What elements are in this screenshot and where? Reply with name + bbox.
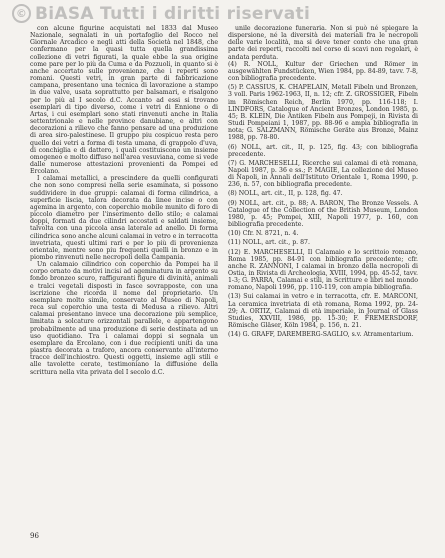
footnote-8: (8) NOLL, art. cit., II, p. 128, fig. 47. xyxy=(228,190,343,198)
footnote-9: (9) NOLL, art. cit., p. 88; A. BARON, The Bronze Vessels. A Catalogue of the Collection of the British Museum, London 1980, p. 45; Pompei, XIII, Napoli 1977, p. 160, con bibliografia precedente. xyxy=(228,199,418,229)
footnote-4: (4) R. NOLL, Kultur der Griechen und Römer in ausgewählten Fundstücken, Wien 1984, pp. 84-89, tavv. 7-8, con bibliografia precedente. xyxy=(228,60,418,83)
copyright-icon: © xyxy=(12,4,31,23)
footnote-14: (14) G. GRAFF, DAREMBERG-SAGLIO, s.v. Atramentarium. xyxy=(228,331,414,339)
footnote-5: (5) P. CASSIUS, K. CHAPELAIN, Metall Fibeln und Bronzen, 3 voll. Paris 1962-1963, II, n. 12; cfr. Z. GROSSIGER, Fibeln im Römischen Reich, Berlin 1970, pp. 116-118; I. LINDFORS, Catalogue of Ancient Bronzes, London 1985, p. 45; B. KLEIN, Die Antiken Fibeln aus Pompeji, in Rivista di Studi Pompeiani 1, 1987, pp. 88-96 e ampia bibliografia in nota; G. SALZMANN, Römische Geräte aus Bronze, Mainz 1988, pp. 78-80. xyxy=(228,84,418,142)
watermark-text: BiASA Tutti i diritti riservati xyxy=(35,4,311,24)
left-paragraph-2: I calamai metallici, a prescindere da quelli configurati che non sono compresi nella serie esaminata, si possono suddividere in due gruppi: calamai di forma cilindrica, a superficie liscia, talora decorata da linee incise o con agemina in argento, con coperchio mobile munito di foro di piccolo diametro per l'inserimento dello stilo; e calamai doppi, formati da due cilindri accostati e saldati insieme, talvolta con una piccola ansa laterale ad anello. Di forma cilindrica sono anche alcuni calamai in vetro e in terracotta invetriata, questi ultimi rari e per lo più di provenienza orientale, mentre sono piu frequenti quelli in bronzo e in piombo rinvenuti nelle necropoli della Campania. xyxy=(30,175,218,261)
footnote-13: (13) Sui calamai in vetro e in terracotta, cfr. E. MARCONI, La ceramica invetriata di età romana, Roma 1992, pp. 24-29; A. ORTIZ, Calamai di età imperiale, in Journal of Glass Studies, XXVIII, 1986, pp. 15-30; F. FREMERSDORF, Römische Gläser, Köln 1984, p. 156, n. 21. xyxy=(228,293,418,330)
page-number: 96 xyxy=(30,532,39,540)
footnote-7: (7) G. MARCHESELLI, Ricerche sui calamai di età romana, Napoli 1987, p. 36 e ss.; P. MAGIE, La collezione del Museo di Napoli, in Annali dell'Istituto Orientale 1, Roma 1990, p. 236, n. 57, con bibliografia precedente. xyxy=(228,159,418,189)
left-paragraph-1: con alcune figurine acquistati nel 1833 dal Museo Nazionale, segnalati in un portafoglio del Rocco nel Giornale Arcadico e negli atti della Società nel 1848, che confermano per la quasi tutta quella grandissima collezione di vetri figurati, la quale ebbe la sua origine come pare per lo più da Cuma e da Pozzuoli, in quanto si è anche accertato sulle provenienze, che i reperti sono romani. Questi vetri, in gran parte di fabbricazione campana, presentano una tecnica di lavorazione a stampo in due valve, usata soprattutto per balsamari, e risalgono per lo più al I secolo d.C. Accanto ad essi si trovano esemplari di tipo diverso, come i vetri di Ennione o di Artas, i cui esemplari sono stati rinvenuti anche in Italia settentrionale e nelle province danubiane, e altri con decorazioni a rilievo che fanno pensare ad una produzione di area siro-palestinese. Il gruppo piu cospicuo resta pero quello dei vetri a forma di testa umana, di grappolo d'uva, di conchiglia e di dattero, i quali costituiscono un insieme omogeneo e molto diffuso nell'area vesuviana, come si vede dalle numerose attestazioni provenienti da Pompei ed Ercolano. xyxy=(30,25,218,176)
footnote-10: (10) Cfr. N. 8721, n. 4. xyxy=(228,230,299,238)
right-paragraph-1: unile decorazione funeraria. Non si può né spiegare la dispersione, né la diversità dei materiali fra le necropoli delle varie località, ma si deve tener conto che una gran parte dei reperti, raccolti nel corso di scavi non regolari, è andata perduta. xyxy=(228,25,418,61)
right-column xyxy=(228,25,418,340)
left-column xyxy=(30,25,218,376)
footnote-6: (6) NOLL, art. cit., II, p. 125, fig. 43; con bibliografia precedente. xyxy=(228,143,418,158)
footnote-11: (11) NOLL, art. cit., p. 87. xyxy=(228,239,310,247)
footnote-12: (12) E. MARCHESELLI, Il Calamaio e lo scrittoio romano, Roma 1985, pp. 84-91 con bibliografia precedente; cfr. anche R. ZANNONI, I calamai in bronzo della necropoli di Ostia, in Rivista di Archeologia, XVIII, 1994, pp. 45-52, tavv. 1-3; G. PARRA, Calamai e stili, in Scritture e libri nel mondo romano, Napoli 1996, pp. 110-119, con ampia bibliografia. xyxy=(228,248,418,292)
left-paragraph-3: Un calamaio cilindrico con coperchio da Pompei ha il corpo ornato da motivi incisi ad ageminatura in argento su fondo bronzeo scuro, raffiguranti figure di divinità, animali e tralci vegetali disposti in fasce sovrapposte, con una iscrizione che ricorda il nome del proprietario. Un esemplare molto simile, conservato al Museo di Napoli, reca sul coperchio una testa di Medusa a rilievo. Altri calamai presentano invece una decorazione più semplice, limitata a solcature orizzontali parallele, e appartengono probabilmente ad una produzione di serie destinata ad un uso quotidiano. Tra i calamai doppi si segnala un esemplare da Ercolano, con i due recipienti uniti da una piastra decorata a traforo, ancora conservante all'interno tracce dell'inchiostro. Questi oggetti, insieme agli stili e alle tavolette cerate, testimoniano la diffusione della scrittura nella vita privata del I secolo d.C. xyxy=(30,261,218,376)
